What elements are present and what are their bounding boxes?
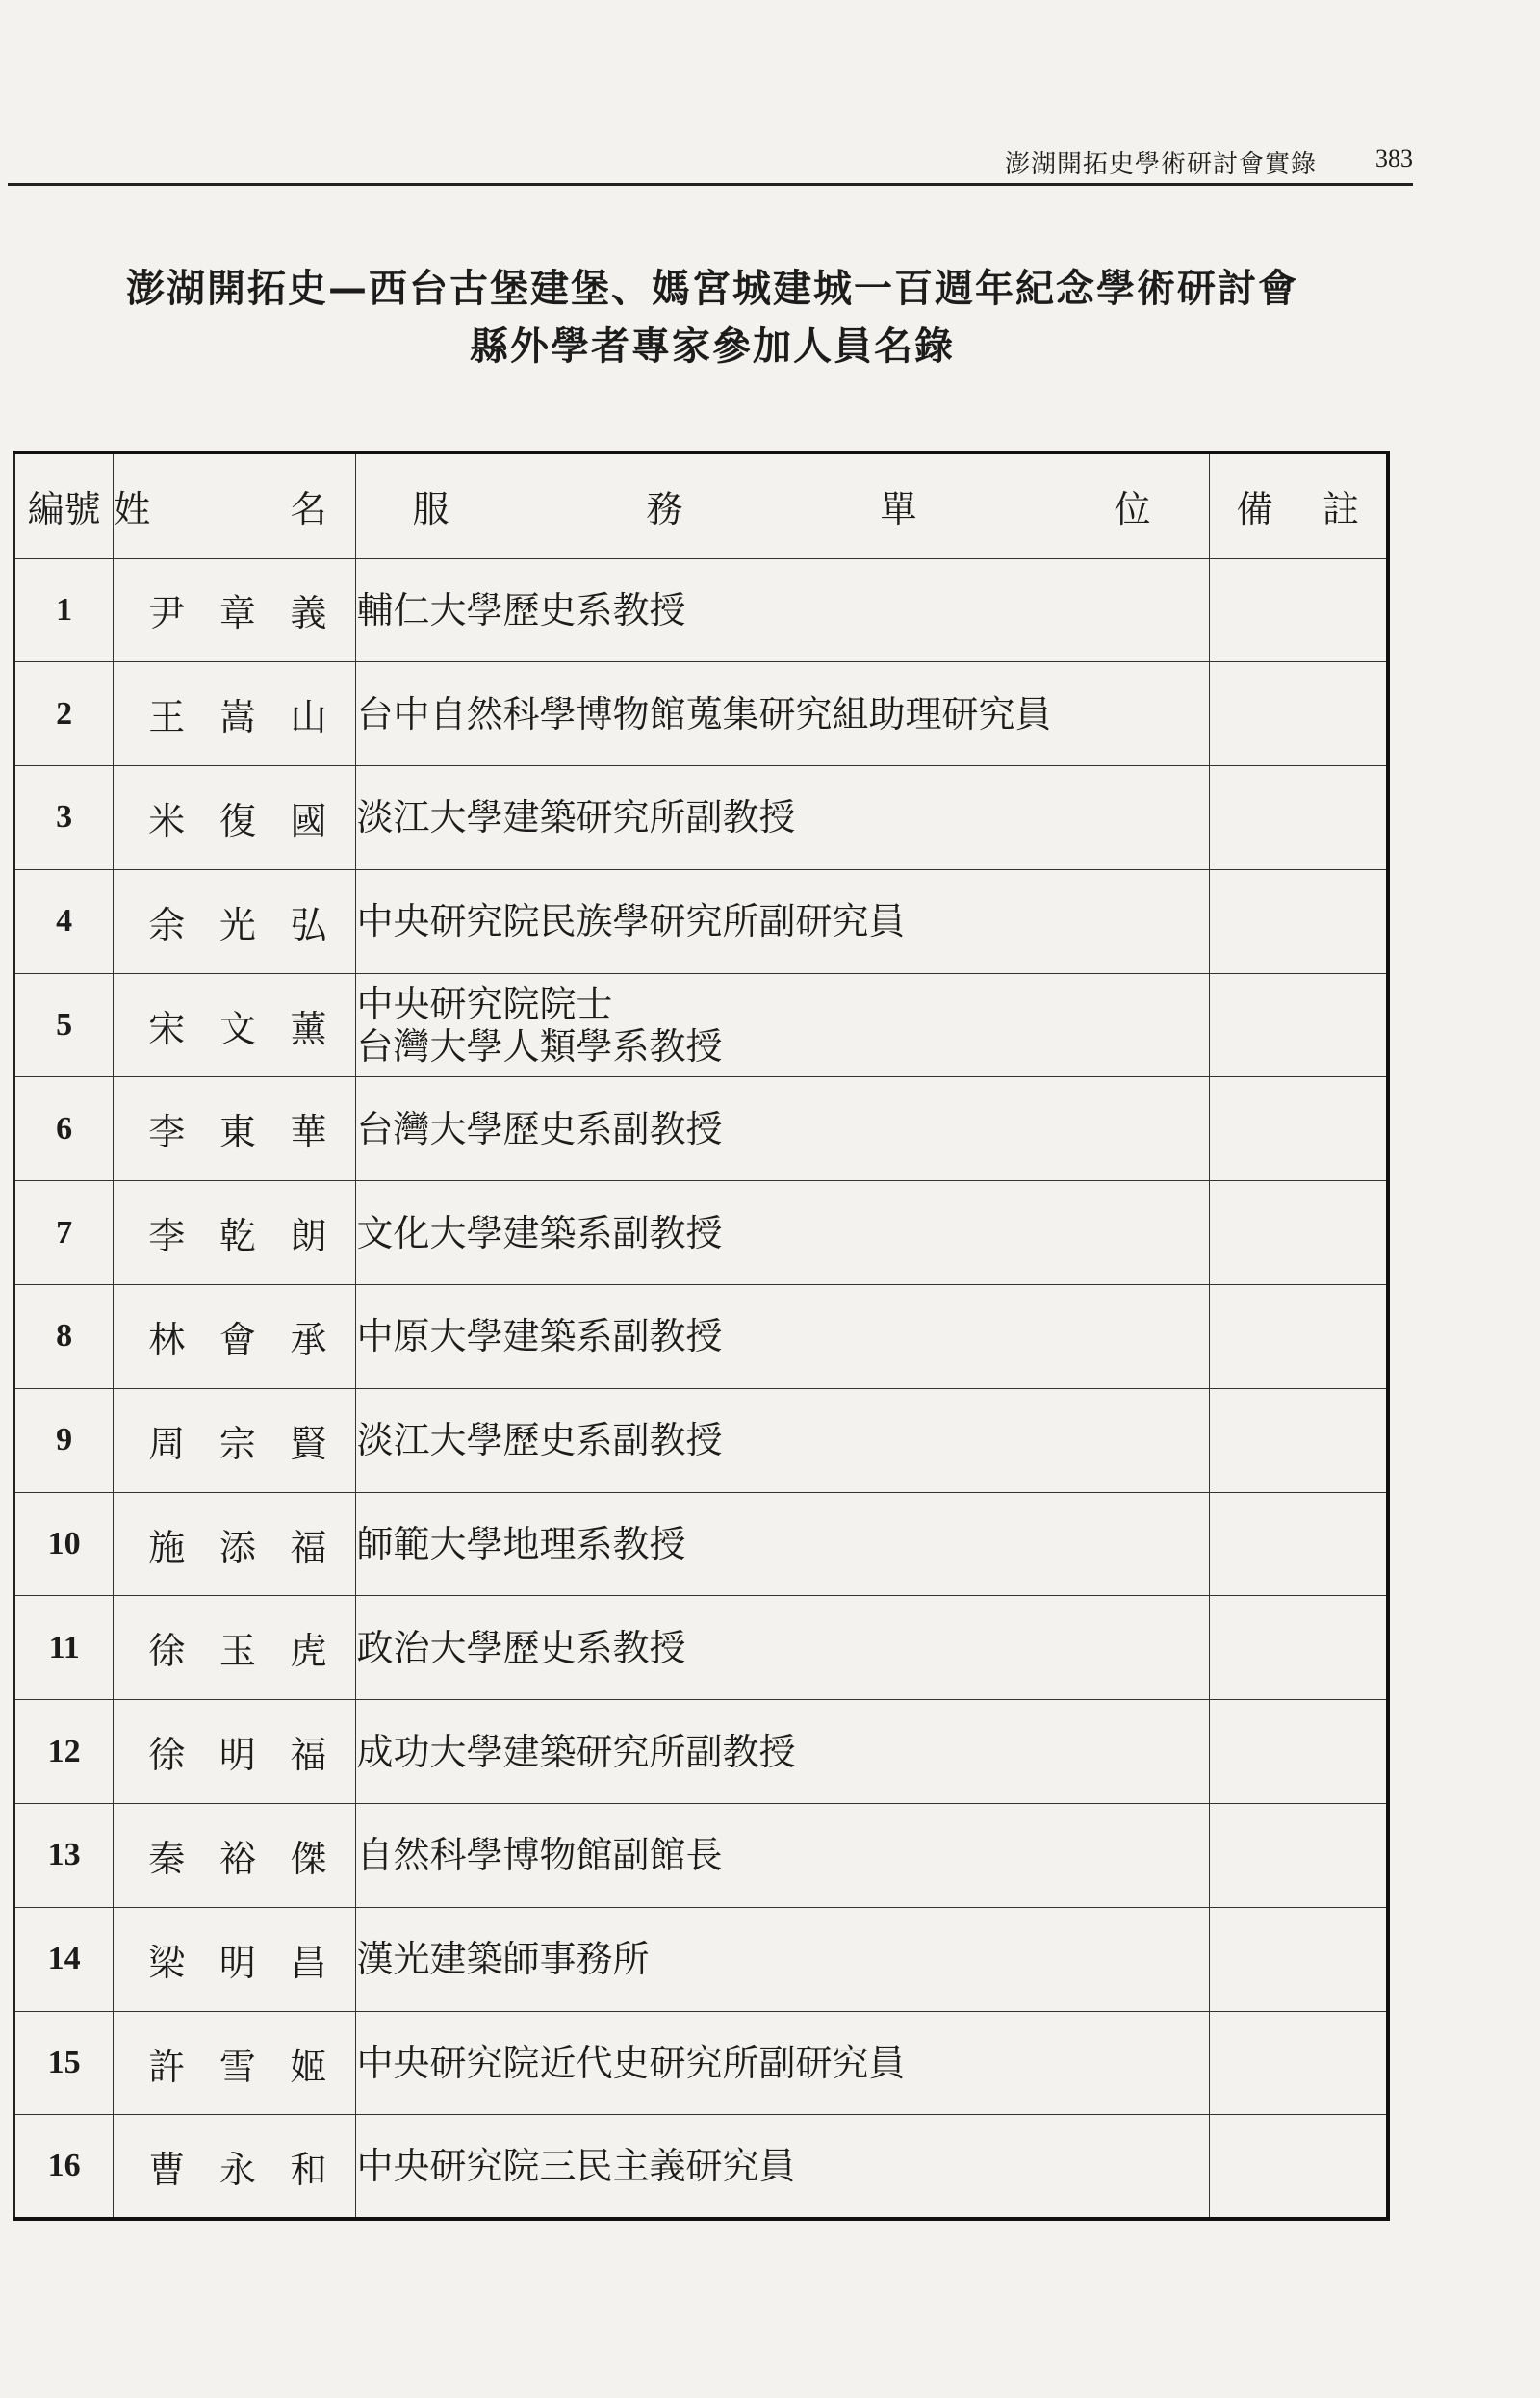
person-name-char: 李 <box>148 1215 186 1258</box>
person-name-char: 文 <box>218 1007 256 1050</box>
header-unit <box>356 452 1209 558</box>
row-unit-cell <box>356 558 1209 662</box>
row-name-cell <box>114 1907 356 2011</box>
row-number: 9 <box>14 1388 114 1492</box>
header-name-char: 姓 <box>114 488 151 531</box>
row-unit-cell <box>356 1907 1209 2011</box>
service-unit: 台中自然科學博物館蒐集研究組助理研究員 <box>356 692 1052 735</box>
person-name-char: 承 <box>290 1318 327 1361</box>
person-name-char: 乾 <box>218 1215 256 1258</box>
table-row <box>14 1700 1388 1804</box>
person-name-char: 明 <box>218 1941 256 1984</box>
table-row <box>14 1907 1388 2011</box>
person-name <box>114 1206 355 1259</box>
page-number: 383 <box>1375 144 1413 172</box>
row-name-cell <box>114 766 356 870</box>
person-name-char: 施 <box>148 1526 186 1569</box>
person-name <box>114 1310 355 1363</box>
person-name-char: 曹 <box>148 2148 186 2191</box>
table-row <box>14 2115 1388 2219</box>
person-name-char: 徐 <box>148 1734 186 1777</box>
row-number: 14 <box>14 1907 114 2011</box>
service-unit: 成功大學建築研究所副教授 <box>356 1730 796 1773</box>
person-name-char: 雪 <box>218 2045 256 2088</box>
row-note <box>1209 1492 1388 1596</box>
row-unit-cell <box>356 766 1209 870</box>
header-unit-char: 單 <box>880 488 917 531</box>
person-name <box>114 2140 355 2193</box>
person-name-char: 玉 <box>218 1630 256 1673</box>
table-row <box>14 558 1388 662</box>
header-note-char: 註 <box>1322 488 1359 531</box>
row-note <box>1209 2115 1388 2219</box>
header-unit-char: 位 <box>1114 488 1151 531</box>
row-unit-cell <box>356 1804 1209 1908</box>
person-name-char: 梁 <box>148 1941 186 1984</box>
row-name-cell <box>114 558 356 662</box>
row-unit-cell <box>356 1492 1209 1596</box>
person-name-char: 明 <box>218 1734 256 1777</box>
row-note <box>1209 1285 1388 1389</box>
person-name-char: 弘 <box>290 903 327 946</box>
person-name-char: 章 <box>218 592 256 635</box>
person-name-char: 裕 <box>218 1837 256 1880</box>
person-name-char: 尹 <box>148 592 186 635</box>
person-name <box>114 1414 355 1467</box>
service-unit: 自然科學博物館副館長 <box>356 1834 723 1877</box>
person-name-char: 姬 <box>290 2045 327 2088</box>
table-row <box>14 869 1388 973</box>
row-name-cell <box>114 2115 356 2219</box>
row-number: 6 <box>14 1077 114 1181</box>
person-name-char: 永 <box>218 2148 256 2191</box>
person-name-char: 添 <box>218 1526 256 1569</box>
row-unit-cell <box>356 973 1209 1077</box>
person-name <box>114 2037 355 2090</box>
row-unit-cell <box>356 2115 1209 2219</box>
person-name-char: 昌 <box>290 1941 327 1984</box>
row-note <box>1209 1596 1388 1700</box>
person-name-char: 義 <box>290 592 327 635</box>
person-name-char: 華 <box>290 1111 327 1154</box>
row-unit-cell <box>356 869 1209 973</box>
row-note <box>1209 1181 1388 1285</box>
service-unit: 淡江大學建築研究所副教授 <box>356 796 796 839</box>
header-unit-char: 服 <box>412 488 449 531</box>
service-unit: 淡江大學歷史系副教授 <box>356 1419 723 1462</box>
row-name-cell <box>114 1596 356 1700</box>
person-name <box>114 1102 355 1155</box>
row-note <box>1209 2011 1388 2115</box>
row-note <box>1209 662 1388 766</box>
service-unit: 漢光建築師事務所 <box>356 1938 650 1981</box>
service-unit: 師範大學地理系教授 <box>356 1523 686 1566</box>
row-unit-cell <box>356 1077 1209 1181</box>
person-name-char: 李 <box>148 1111 186 1154</box>
row-name-cell <box>114 1181 356 1285</box>
document-title: 澎湖開拓史—西台古堡建堡、媽宮城建城一百週年紀念學術研討會 <box>126 267 1298 311</box>
service-unit: 中央研究院院士 <box>356 983 613 1026</box>
row-number: 12 <box>14 1700 114 1804</box>
table-row <box>14 662 1388 766</box>
table-header-row <box>14 452 1388 558</box>
row-number: 8 <box>14 1285 114 1389</box>
person-name-char: 傑 <box>290 1837 327 1880</box>
table-body <box>14 558 1388 2219</box>
row-name-cell <box>114 973 356 1077</box>
person-name-char: 許 <box>148 2045 186 2088</box>
row-unit-cell <box>356 2011 1209 2115</box>
table-row <box>14 1077 1388 1181</box>
table-row <box>14 766 1388 870</box>
person-name-char: 賢 <box>290 1422 327 1465</box>
row-name-cell <box>114 1492 356 1596</box>
person-name-char: 虎 <box>290 1630 327 1673</box>
table-row <box>14 1492 1388 1596</box>
row-note <box>1209 558 1388 662</box>
row-unit-cell <box>356 1388 1209 1492</box>
person-name <box>114 687 355 740</box>
row-note <box>1209 973 1388 1077</box>
row-note <box>1209 766 1388 870</box>
row-number: 13 <box>14 1804 114 1908</box>
person-name <box>114 999 355 1052</box>
row-note <box>1209 1700 1388 1804</box>
table-row <box>14 1181 1388 1285</box>
table-row <box>14 1596 1388 1700</box>
row-note <box>1209 1077 1388 1181</box>
person-name-char: 和 <box>290 2148 327 2191</box>
person-name-char: 東 <box>218 1111 256 1154</box>
row-note <box>1209 869 1388 973</box>
person-name-char: 光 <box>218 903 256 946</box>
row-number: 1 <box>14 558 114 662</box>
row-name-cell <box>114 1285 356 1389</box>
person-name-char: 秦 <box>148 1837 186 1880</box>
row-unit-cell <box>356 1285 1209 1389</box>
running-head-title: 澎湖開拓史學術研討會實錄 <box>1004 150 1317 179</box>
table-row <box>14 2011 1388 2115</box>
header-name <box>114 452 356 558</box>
header-unit-char: 務 <box>646 488 683 531</box>
service-unit: 文化大學建築系副教授 <box>356 1211 723 1254</box>
person-name <box>114 1829 355 1882</box>
row-number: 5 <box>14 973 114 1077</box>
person-name <box>114 1725 355 1778</box>
person-name <box>114 583 355 636</box>
row-name-cell <box>114 1804 356 1908</box>
service-unit: 政治大學歷史系教授 <box>356 1626 686 1669</box>
row-unit-cell <box>356 1596 1209 1700</box>
row-unit-cell <box>356 1181 1209 1285</box>
row-number: 7 <box>14 1181 114 1285</box>
row-unit-cell <box>356 662 1209 766</box>
row-name-cell <box>114 869 356 973</box>
running-head <box>8 135 1413 186</box>
person-name-char: 余 <box>148 903 186 946</box>
row-number: 15 <box>14 2011 114 2115</box>
header-note-char: 備 <box>1236 488 1273 531</box>
person-name <box>114 791 355 844</box>
service-unit: 中央研究院民族學研究所副研究員 <box>356 900 906 943</box>
person-name-char: 周 <box>148 1422 186 1465</box>
person-name <box>114 1933 355 1986</box>
row-number: 2 <box>14 662 114 766</box>
table-row <box>14 1285 1388 1389</box>
person-name-char: 王 <box>148 696 186 739</box>
row-number: 3 <box>14 766 114 870</box>
row-note <box>1209 1907 1388 2011</box>
service-unit: 輔仁大學歷史系教授 <box>356 588 686 632</box>
row-number: 11 <box>14 1596 114 1700</box>
row-name-cell <box>114 662 356 766</box>
header-number: 編號 <box>14 452 114 558</box>
person-name-char: 復 <box>218 799 256 842</box>
service-unit: 中央研究院近代史研究所副研究員 <box>356 2042 906 2085</box>
service-unit: 台灣大學人類學系教授 <box>356 1025 723 1069</box>
service-unit: 台灣大學歷史系副教授 <box>356 1107 723 1150</box>
row-unit-cell <box>356 1700 1209 1804</box>
service-unit: 中原大學建築系副教授 <box>356 1315 723 1358</box>
person-name-char: 宋 <box>148 1007 186 1050</box>
person-name <box>114 895 355 948</box>
document-subtitle: 縣外學者專家參加人員名錄 <box>470 324 955 369</box>
person-name-char: 徐 <box>148 1630 186 1673</box>
person-name-char: 會 <box>218 1318 256 1361</box>
person-name <box>114 1621 355 1674</box>
service-unit: 中央研究院三民主義研究員 <box>356 2145 796 2188</box>
person-name-char: 山 <box>290 696 327 739</box>
row-number: 16 <box>14 2115 114 2219</box>
table-row <box>14 1804 1388 1908</box>
row-note <box>1209 1388 1388 1492</box>
row-number: 10 <box>14 1492 114 1596</box>
header-name-char: 名 <box>290 488 327 531</box>
header-note <box>1209 452 1388 558</box>
row-name-cell <box>114 1388 356 1492</box>
person-name-char: 福 <box>290 1526 327 1569</box>
person-name-char: 米 <box>148 799 186 842</box>
row-name-cell <box>114 1077 356 1181</box>
person-name-char: 國 <box>290 799 327 842</box>
person-name-char: 宗 <box>218 1422 256 1465</box>
person-name-char: 朗 <box>290 1215 327 1258</box>
person-name-char: 嵩 <box>218 696 256 739</box>
row-note <box>1209 1804 1388 1908</box>
person-name <box>114 1518 355 1571</box>
participant-table <box>13 451 1390 2221</box>
table-row <box>14 1388 1388 1492</box>
row-name-cell <box>114 2011 356 2115</box>
row-name-cell <box>114 1700 356 1804</box>
person-name-char: 林 <box>148 1318 186 1361</box>
row-number: 4 <box>14 869 114 973</box>
table-row <box>14 973 1388 1077</box>
person-name-char: 薰 <box>290 1007 327 1050</box>
person-name-char: 福 <box>290 1734 327 1777</box>
